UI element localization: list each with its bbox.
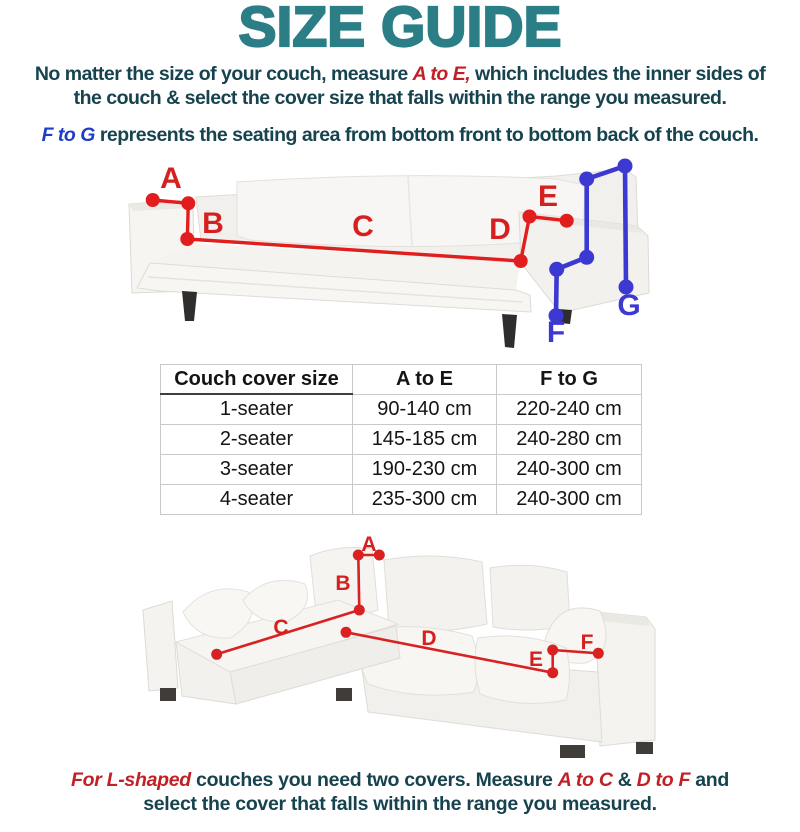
intro-line-2: the couch & select the cover size that falls within the range you measured. — [73, 87, 727, 109]
table-row — [161, 455, 642, 485]
header-couch-cover-size: Couch cover size — [161, 365, 353, 395]
label-g: G — [617, 289, 641, 322]
header-a-to-e: A to E — [353, 365, 497, 395]
label-b: B — [335, 572, 351, 595]
intro-text — [0, 62, 800, 147]
cell-size: 1-seater — [161, 394, 353, 425]
label-f: F — [580, 631, 594, 654]
table-row — [161, 485, 642, 515]
size-table-header-row — [161, 365, 642, 395]
label-c: C — [352, 210, 374, 243]
standard-sofa-diagram — [85, 150, 700, 355]
label-b: B — [202, 207, 224, 240]
label-d: D — [421, 627, 437, 650]
measure-line-b — [358, 555, 359, 610]
footer-text-a: couches you need two covers. Measure — [190, 769, 558, 791]
table-row — [161, 425, 642, 455]
measure-f-to-g-highlight: F to G — [41, 124, 95, 146]
page-title: SIZE GUIDE — [238, 0, 562, 59]
footer-note — [0, 768, 800, 816]
footer-text-b: and — [690, 769, 729, 791]
size-table — [160, 364, 642, 515]
footer-amp: & — [612, 769, 637, 791]
d-to-f-highlight: D to F — [636, 769, 691, 791]
intro-line1-text: No matter the size of your couch, measure — [34, 63, 413, 85]
cell-size: 4-seater — [161, 485, 353, 515]
cell-a-to-e: 145-185 cm — [353, 425, 497, 455]
cell-a-to-e: 235-300 cm — [353, 485, 497, 515]
footer-line-1 — [0, 768, 800, 792]
table-row — [161, 394, 642, 425]
label-e: E — [528, 648, 544, 671]
cell-f-to-g: 240-300 cm — [497, 455, 642, 485]
label-e: E — [537, 180, 559, 213]
intro-line-3 — [0, 123, 800, 147]
header-f-to-g: F to G — [497, 365, 642, 395]
cell-f-to-g: 240-300 cm — [497, 485, 642, 515]
label-c: C — [273, 616, 289, 639]
cell-f-to-g: 220-240 cm — [497, 394, 642, 425]
label-f: F — [546, 316, 566, 349]
a-to-c-highlight: A to C — [557, 769, 613, 791]
cell-a-to-e: 90-140 cm — [353, 394, 497, 425]
cell-size: 3-seater — [161, 455, 353, 485]
label-a: A — [361, 533, 377, 556]
label-d: D — [489, 213, 511, 246]
measure-a-to-e-highlight: A to E, — [412, 63, 471, 85]
standard-sofa-illustration — [129, 169, 649, 348]
label-a: A — [160, 162, 182, 195]
footer-line-2: select the cover that falls within the range you measured. — [143, 793, 657, 815]
intro-line-1 — [0, 62, 800, 86]
intro-line1-rest: which includes the inner sides of — [470, 63, 766, 85]
intro-line3-rest: represents the seating area from bottom front to bottom back of the couch. — [94, 124, 759, 146]
cell-a-to-e: 190-230 cm — [353, 455, 497, 485]
cell-size: 2-seater — [161, 425, 353, 455]
cell-f-to-g: 240-280 cm — [497, 425, 642, 455]
lshape-sofa-diagram — [105, 520, 690, 775]
lshaped-highlight: For L-shaped — [71, 769, 191, 791]
